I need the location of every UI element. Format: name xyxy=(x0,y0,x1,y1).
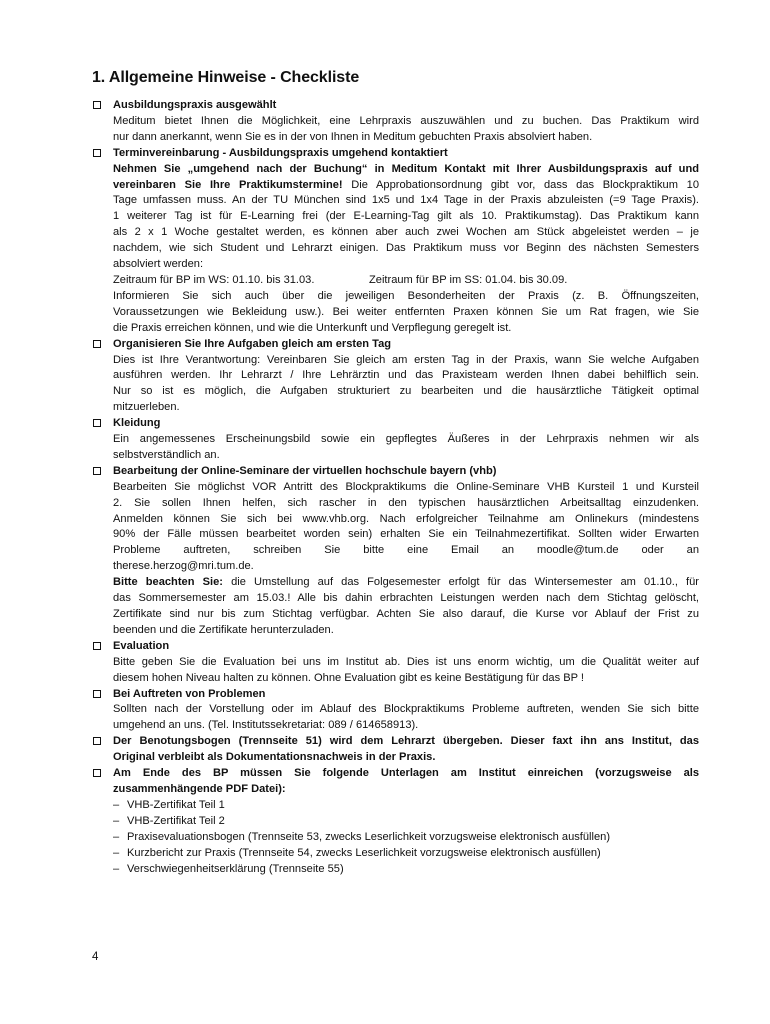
note-rest: die Umstellung auf das Folgesemester erfolgt für das Wintersemester am 01.10., für xyxy=(222,576,699,589)
checklist-item xyxy=(92,639,699,687)
text-line: beenden und die Zertifikate herunterzuladen. xyxy=(113,623,334,636)
page-heading: 1. Allgemeine Hinweise - Checkliste xyxy=(92,69,360,86)
list-item: – Kurzbericht zur Praxis (Trennseite 54, zwecks Leserlichkeit vorzugsweise elektronisch ausfüllen) xyxy=(113,846,699,862)
checklist-item xyxy=(92,98,699,146)
text-line: 2. Sie sollen Ihnen helfen, sich rascher in den typischen hausärztlichen Arbeitsalltag einzudenken. xyxy=(113,496,699,509)
item-title xyxy=(113,734,699,766)
title-line: Am Ende des BP müssen Sie folgende Unterlagen am Institut einreichen (vorzugsweise als xyxy=(113,767,699,780)
item-title xyxy=(113,766,699,798)
period-ss: Zeitraum für BP im SS: 01.04. bis 30.09. xyxy=(369,273,568,286)
title-line: zusammenhängende PDF Datei): xyxy=(113,782,286,795)
item-title: Bearbeitung der Online-Seminare der virtuellen hochschule bayern (vhb) xyxy=(113,464,497,477)
period-ws: Zeitraum für BP im WS: 01.10. bis 31.03. xyxy=(113,273,315,286)
item-title: Kleidung xyxy=(113,417,161,430)
item-title: Evaluation xyxy=(113,639,170,652)
checklist-item xyxy=(92,464,699,639)
text-line: Sollten nach der Vorstellung oder im Ablauf des Blockpraktikums Probleme auftreten, wenden Sie sich bitte xyxy=(113,703,699,716)
note-lead: Bitte beachten Sie: xyxy=(113,576,223,589)
text-line: diesem hohen Niveau halten zu können. Ohne Evaluation gibt es keine Bestätigung für das BP ! xyxy=(113,671,584,684)
text-line: selbstverständlich an. xyxy=(113,448,220,461)
checkbox-icon xyxy=(93,101,101,109)
bold-lead: vereinbaren Sie Ihre Praktikumstermine! xyxy=(113,178,343,191)
text-line: 90% der Fälle müssen bearbeitet worden sein) erhalten Sie ein Teilnahmezertifikat. Sollten wider Erwarten xyxy=(113,528,699,541)
checkbox-icon xyxy=(93,467,101,475)
checkbox-icon xyxy=(93,737,101,745)
text-line: Anmelden können Sie sich bei www.vhb.org. Nach erfolgreicher Teilnahme am Onlinekurs (mindestens xyxy=(113,512,699,525)
checklist xyxy=(92,98,699,877)
text-line: absolviert werden: xyxy=(113,258,204,271)
item-title: Bei Auftreten von Problemen xyxy=(113,687,266,700)
text-line: Probleme auftreten, schreiben Sie bitte eine Email an moodle@tum.de oder an xyxy=(113,544,699,557)
text-line: 1 weiterer Tag ist für E-Learning frei (der E-Learning-Tag gilt als 10. Praktikumstag). Das Praktikum kann xyxy=(113,210,699,223)
text-line: Nur so ist es möglich, die Aufgaben strukturiert zu bearbeiten und die hausärztliche Tätigkeit optimal xyxy=(113,385,699,398)
item-title: Ausbildungspraxis ausgewählt xyxy=(113,99,277,111)
item-body xyxy=(113,432,699,464)
item-body xyxy=(113,353,699,417)
item-body xyxy=(113,162,699,337)
item-body xyxy=(113,114,699,146)
text-line: Dies ist Ihre Verantwortung: Vereinbaren Sie gleich am ersten Tag in der Praxis, wann Sie welche Aufgaben xyxy=(113,353,699,366)
text-line xyxy=(113,575,699,591)
checklist-item xyxy=(92,146,699,337)
text-line: Ein angemessenes Erscheinungsbild sowie ein gepflegtes Äußeres in der Lehrpraxis nehmen wir als xyxy=(113,433,699,446)
checkbox-icon xyxy=(93,340,101,348)
text-line: die Praxis erreichen können, und wie die Unterkunft und Verpflegung geregelt ist. xyxy=(113,321,512,334)
text-line: Bitte geben Sie die Evaluation bei uns im Institut ab. Dies ist uns enorm wichtig, um die Qualität weiter auf xyxy=(113,655,699,668)
text-line: Meditum bietet Ihnen die Möglichkeit, eine Lehrpraxis auszuwählen und zu buchen. Das Praktikum wird xyxy=(113,114,699,127)
checklist-item xyxy=(92,687,699,735)
text-line xyxy=(113,178,699,194)
text-line: therese.herzog@mri.tum.de. xyxy=(113,560,254,573)
text-line: Voraussetzungen wie Bekleidung usw.). Bei weiter entfernten Praxen können Sie um Rat fragen, wie Sie xyxy=(113,305,699,318)
checklist-item xyxy=(92,416,699,464)
item-body xyxy=(113,480,699,639)
checkbox-icon xyxy=(93,769,101,777)
checkbox-icon xyxy=(93,149,101,157)
item-title: Terminvereinbarung - Ausbildungspraxis umgehend kontaktiert xyxy=(113,146,448,159)
text-line: Bearbeiten Sie möglichst VOR Antritt des Blockpraktikums die Online-Seminare VHB Kursteil 1 und Kursteil xyxy=(113,480,699,493)
text-line: ausführen werden. Ihr Lehrarzt / Ihre Lehrärztin und das Praxisteam werden Ihnen dabei behilflich sein. xyxy=(113,369,699,382)
item-title: Organisieren Sie Ihre Aufgaben gleich am ersten Tag xyxy=(113,337,392,350)
period-row xyxy=(113,273,699,289)
checkbox-icon xyxy=(93,690,101,698)
item-body xyxy=(113,702,699,734)
checklist-item xyxy=(92,337,699,417)
text-line: umgehend an uns. (Tel. Institutssekretariat: 089 / 614658913). xyxy=(113,719,419,732)
checkbox-icon xyxy=(93,419,101,427)
list-item: – VHB-Zertifikat Teil 2 xyxy=(113,814,699,830)
text-line: nachdem, wie sich Student und Lehrarzt einigen. Das Praktikum muss vor Beginn des nächsten Semesters xyxy=(113,242,699,255)
text-line: mitzuerleben. xyxy=(113,401,180,414)
checkbox-icon xyxy=(93,642,101,650)
text-line: Nehmen Sie „umgehend nach der Buchung“ in Meditum Kontakt mit Ihrer Ausbildungspraxis auf und xyxy=(113,162,699,175)
list-item: – Verschwiegenheitserklärung (Trennseite 55) xyxy=(113,862,699,878)
text-line: als 2 x 1 Woche gestaltet werden, es können aber auch zwei Wochen am Stück abgeleistet werden – je xyxy=(113,226,699,239)
list-item: – Praxisevaluationsbogen (Trennseite 53, zwecks Leserlichkeit vorzugsweise elektronisch ausfüllen) xyxy=(113,830,699,846)
text-line: das Sommersemester am 15.03.! Alle bis dahin erbrachten Leistungen werden nach dem Stichtag gelöscht, xyxy=(113,592,699,605)
list-item: – VHB-Zertifikat Teil 1 xyxy=(113,798,699,814)
page-number: 4 xyxy=(92,951,99,963)
item-body xyxy=(113,655,699,687)
checklist-item xyxy=(92,766,699,877)
checklist-item xyxy=(92,734,699,766)
title-line: Der Benotungsbogen (Trennseite 51) wird dem Lehrarzt übergeben. Dieser faxt ihn ans Institut, das xyxy=(113,735,699,748)
text-line: Zertifikate sind nur bis zum Stichtag verfügbar. Achten Sie also darauf, die Kurse vor Ablauf der Frist zu xyxy=(113,608,699,620)
text-line: nur dann anerkannt, wenn Sie es in der von Ihnen in Meditum gebuchten Praxis absolviert haben. xyxy=(113,130,593,143)
lead-rest: Die Approbationsordnung gibt vor, dass das Blockpraktikum 10 xyxy=(342,178,699,191)
text-line: Informieren Sie sich auch über die jeweiligen Besonderheiten der Praxis (z. B. Öffnungszeiten, xyxy=(113,289,699,302)
text-line: Tage umfassen muss. An der TU München sind 1x5 und 1x4 Tage in der Praxis abzuleisten (=9 Tage Praxis). xyxy=(113,194,699,207)
title-line: Original verbleibt als Dokumentationsnachweis in der Praxis. xyxy=(113,751,436,764)
document-list xyxy=(113,798,699,878)
